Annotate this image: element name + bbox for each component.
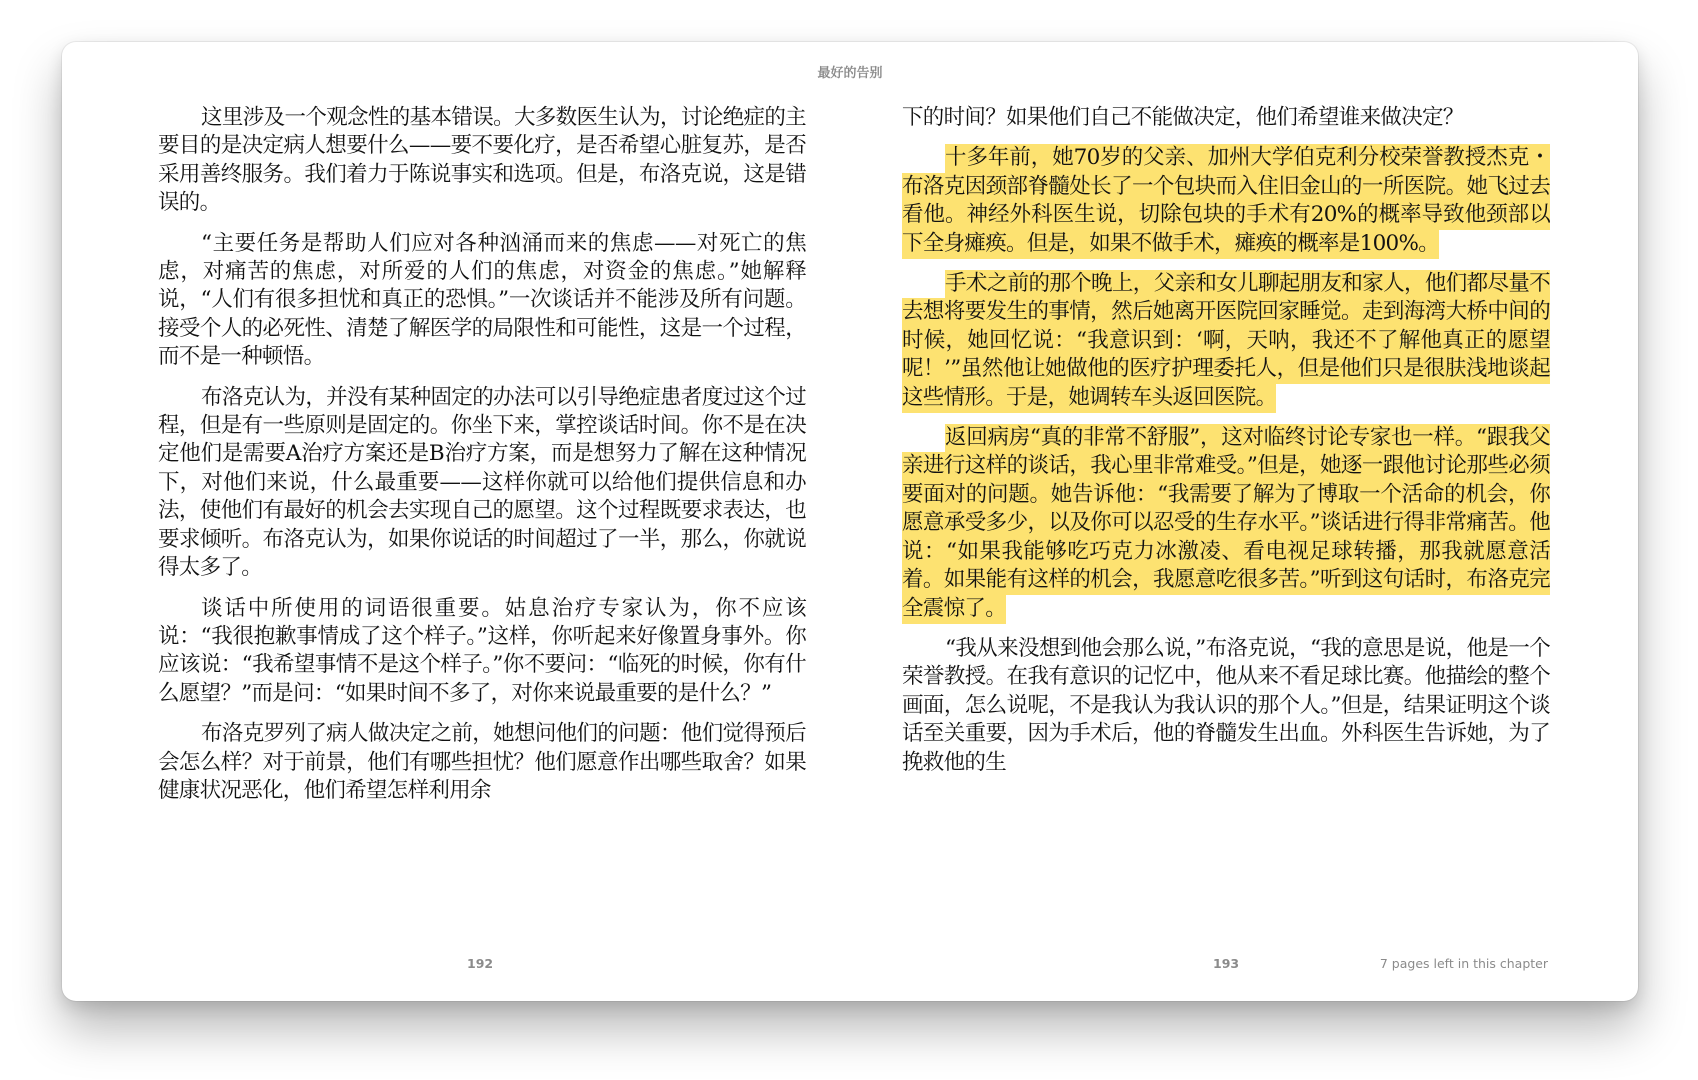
highlight-span[interactable]: 手术之前的那个晚上，父亲和女儿聊起朋友和家人，他们都尽量不去想将要发生的事情，然后她离开医院回家睡觉。走到海湾大桥中间的时候，她回忆说：“我意识到：‘啊，天呐，我还不了解他真正的愿望呢！’”虽然他让她做他的医疗护理委托人，但是他们只是很肤浅地谈起这些情形。于是，她调转车头返回医院。 <box>902 270 1550 413</box>
page-number-left: 192 <box>467 956 494 971</box>
paragraph: 这里涉及一个观念性的基本错误。大多数医生认为，讨论绝症的主要目的是决定病人想要什么——要不要化疗，是否希望心脏复苏，是否采用善终服务。我们着力于陈说事实和选项。但是，布洛克说，这是错误的。 <box>158 105 806 216</box>
paragraph: 布洛克认为，并没有某种固定的办法可以引导绝症患者度过这个过程，但是有一些原则是固定的。你坐下来，掌控谈话时间。你不是在决定他们是需要A治疗方案还是B治疗方案，而是想努力了解在这种情况下，对他们来说，什么最重要——这样你就可以给他们提供信息和办法，使他们有最好的机会去实现自己的愿望。这个过程既要求表达，也要求倾听。布洛克认为，如果你说话的时间超过了一半，那么，你就说得太多了。 <box>158 384 806 581</box>
highlighted-paragraph[interactable] <box>902 144 1550 258</box>
left-page <box>158 104 806 817</box>
page-number-right: 193 <box>1213 956 1240 971</box>
book-reader-window <box>62 42 1638 1001</box>
highlight-span[interactable]: 十多年前，她70岁的父亲、加州大学伯克利分校荣誉教授杰克・布洛克因颈部脊髓处长了一个包块而入住旧金山的一所医院。她飞过去看他。神经外科医生说，切除包块的手术有20%的概率导致他颈部以下全身瘫痪。但是，如果不做手术，瘫痪的概率是100%。 <box>902 144 1550 258</box>
paragraph: 谈话中所使用的词语很重要。姑息治疗专家认为，你不应该说：“我很抱歉事情成了这个样子。”这样，你听起来好像置身事外。你应该说：“我希望事情不是这个样子。”你不要问：“临死的时候，你有什么愿望？”而是问：“如果时间不多了，对你来说最重要的是什么？” <box>158 595 806 706</box>
book-title: 最好的告别 <box>817 66 883 81</box>
highlighted-paragraph[interactable] <box>902 424 1550 623</box>
highlight-span[interactable]: 返回病房“真的非常不舒服”，这对临终讨论专家也一样。“跟我父亲进行这样的谈话，我心里非常难受。”但是，她逐一跟他讨论那些必须要面对的问题。她告诉他：“我需要了解为了博取一个活命的机会，你愿意承受多少，以及你可以忍受的生存水平。”谈话进行得非常痛苦。他说：“如果我能够吃巧克力冰激凌、看电视足球转播，那我就愿意活着。如果能有这样的机会，我愿意吃很多苦。”听到这句话时，布洛克完全震惊了。 <box>902 424 1550 623</box>
paragraph-continuation: 下的时间？如果他们自己不能做决定，他们希望谁来做决定？ <box>902 105 1464 130</box>
paragraph: “主要任务是帮助人们应对各种汹涌而来的焦虑——对死亡的焦虑，对痛苦的焦虑，对所爱的人们的焦虑，对资金的焦虑。”她解释说，“人们有很多担忧和真正的恐惧。”一次谈话并不能涉及所有问题。 接受个人的必死性、清楚了解医学的局限性和可能性，这是一个过程，而不是一种顿悟。 <box>158 230 806 370</box>
chapter-pages-remaining: 7 pages left in this chapter <box>1379 956 1548 971</box>
highlighted-paragraph[interactable] <box>902 270 1550 412</box>
paragraph: 布洛克罗列了病人做决定之前，她想问他们的问题：他们觉得预后会怎么样？对于前景，他们有哪些担忧？他们愿意作出哪些取舍？如果健康状况恶化，他们希望怎样利用余 <box>158 721 806 803</box>
right-page <box>902 104 1550 789</box>
paragraph: “我从来没想到他会那么说，”布洛克说，“我的意思是说，他是一个荣誉教授。在我有意识的记忆中，他从来不看足球比赛。他描绘的整个画面，怎么说呢，不是我认为我认识的那个人。”但是，结果证明这个谈话至关重要，因为手术后，他的脊髓发生出血。外科医生告诉她，为了挽救他的生 <box>902 635 1550 775</box>
